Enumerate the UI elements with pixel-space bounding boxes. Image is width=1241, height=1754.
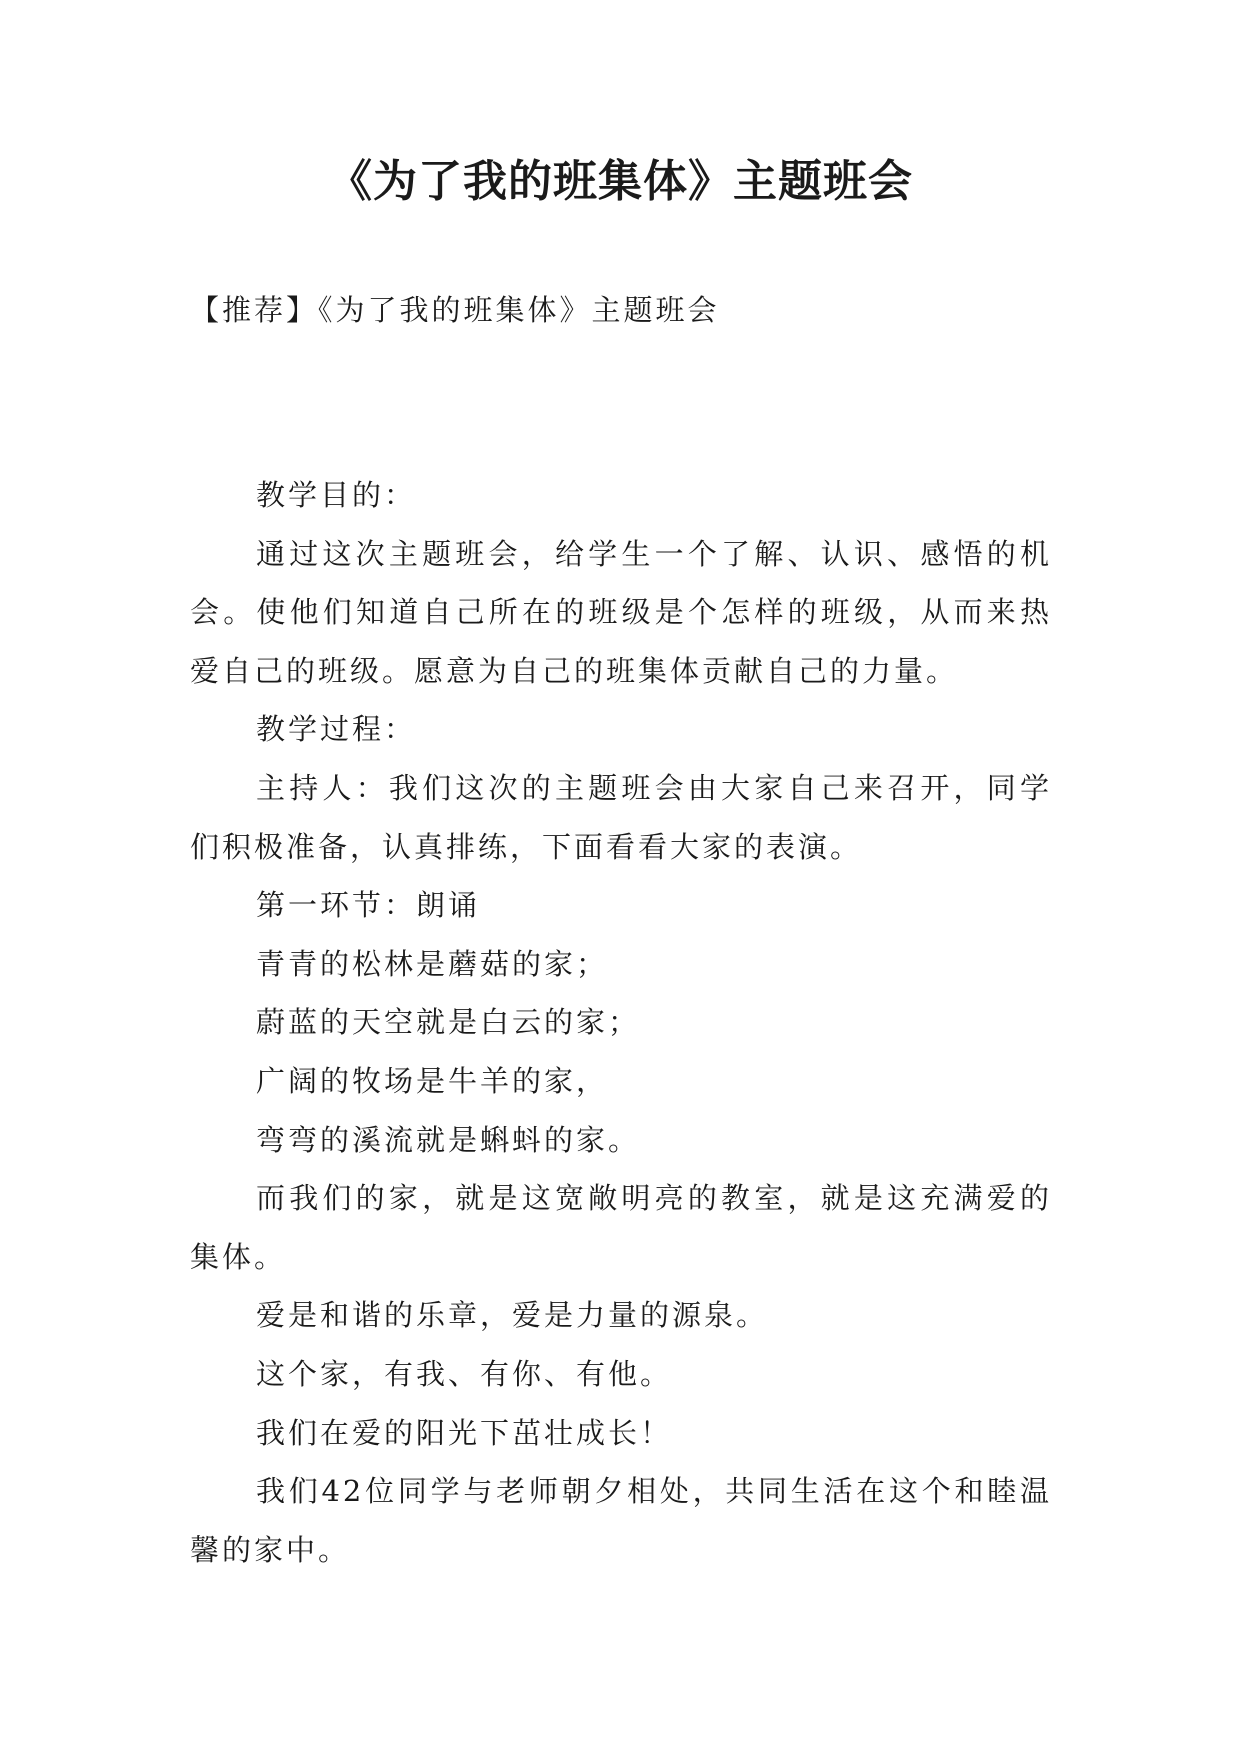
paragraph: 我们42位同学与老师朝夕相处，共同生活在这个和睦温馨的家中。	[190, 1474, 1052, 1567]
paragraph: 通过这次主题班会，给学生一个了解、认识、感悟的机会。使他们知道自己所在的班级是个怎样的班级，从而来热爱自己的班级。愿意为自己的班集体贡献自己的力量。	[190, 536, 1052, 688]
document-subtitle: 【推荐】《为了我的班集体》主题班会	[190, 293, 720, 327]
paragraph: 主持人：我们这次的主题班会由大家自己来召开，同学们积极准备，认真排练，下面看看大家的表演。	[190, 770, 1052, 864]
paragraph: 我们在爱的阳光下茁壮成长！	[256, 1415, 673, 1450]
paragraph: 教学过程：	[256, 712, 417, 747]
paragraph: 教学目的：	[256, 478, 417, 512]
paragraph: 而我们的家，就是这宽敞明亮的教室，就是这充满爱的集体。	[190, 1181, 1052, 1274]
paragraph: 广阔的牧场是牛羊的家，	[256, 1063, 609, 1098]
paragraph: 爱是和谐的乐章，爱是力量的源泉。	[256, 1298, 769, 1333]
paragraph: 第一环节：朗诵	[256, 888, 481, 923]
document-body	[190, 466, 1052, 1579]
paragraph: 这个家，有我、有你、有他。	[256, 1356, 673, 1391]
document-title: 《为了我的班集体》主题班会	[328, 156, 913, 207]
paragraph: 蔚蓝的天空就是白云的家；	[256, 1005, 641, 1040]
paragraph: 弯弯的溪流就是蝌蚪的家。	[256, 1122, 641, 1157]
paragraph: 青青的松林是蘑菇的家；	[256, 946, 609, 981]
